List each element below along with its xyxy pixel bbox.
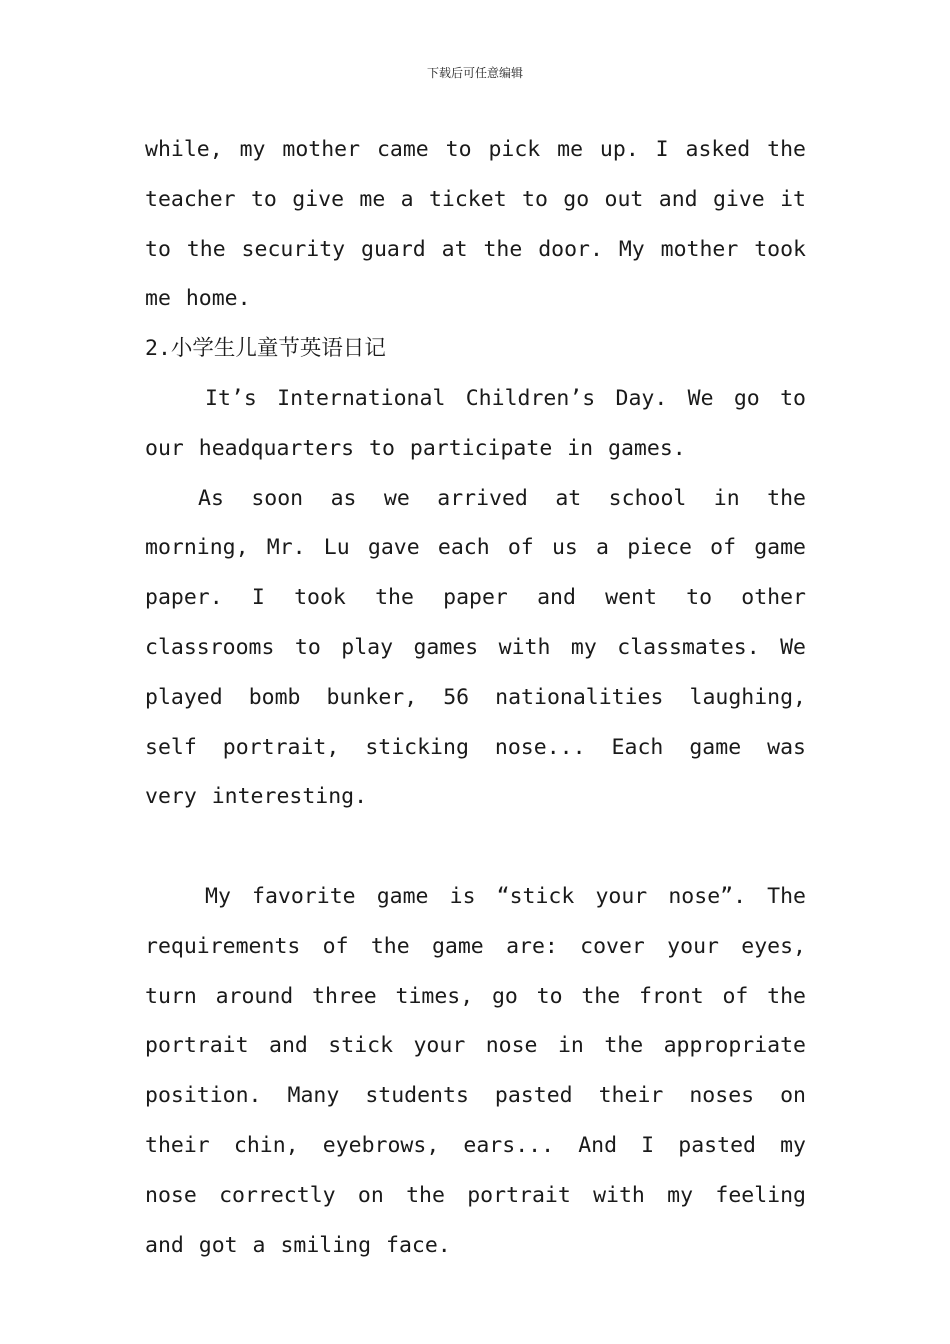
paragraph-favorite-game: My favorite game is “stick your nose”. The requirements of the game are: cover your eyes, turn around three times, go to the front of the portrait and stick your nose in the appropriate position. Many students pasted their noses on their chin, eyebrows, ears... And I pasted my nose correctly on the portrait with my feeling and got a smiling face. <box>145 883 806 1258</box>
document-body <box>145 125 806 1270</box>
paragraph-games: As soon as we arrived at school in the morning, Mr. Lu gave each of us a piece of game paper. I took the paper and went to other classrooms to play games with my classmates. We played bomb bunker, 56 nationalities laughing, self portrait, sticking nose... Each game was very interesting. <box>145 485 806 810</box>
paragraph-continuation: while, my mother came to pick me up. I asked the teacher to give me a ticket to go out and give it to the security guard at the door. My mother took me home. <box>145 137 806 312</box>
page-header: 下载后可任意编辑 <box>426 66 523 80</box>
blank-line <box>145 822 806 872</box>
paragraph-intro: It’s International Children’s Day. We go to our headquarters to participate in games. <box>145 385 806 461</box>
section-heading: 2.小学生儿童节英语日记 <box>145 336 386 362</box>
